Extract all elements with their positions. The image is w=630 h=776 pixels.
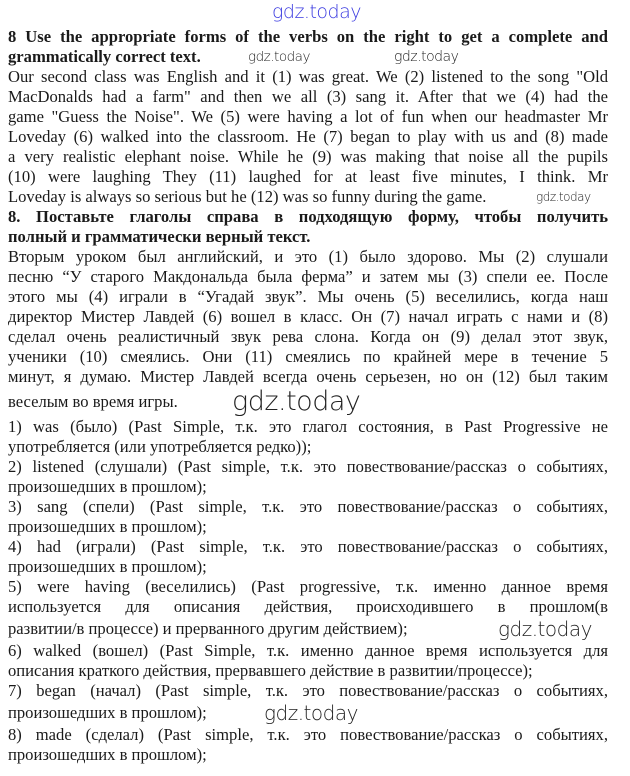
text-line	[8, 577, 608, 597]
line-text: game "Guess the Noise". We (5) were having a lot of fun when our headmaster Mr	[8, 107, 608, 126]
text-line	[8, 267, 608, 287]
watermark: gdz.today	[498, 617, 592, 641]
line-text: ученики (10) смеялись. Они (11) смеялись по крайней мере в течение 5	[8, 347, 608, 366]
text-line	[8, 477, 608, 497]
text-line	[8, 517, 608, 537]
text-line	[8, 307, 608, 327]
line-text: 8) made (сделал) (Past simple, т.к. это повествование/рассказ о событиях,	[8, 725, 608, 744]
watermark: gdz.today	[394, 49, 459, 65]
line-text: употребляется (или употребляется редко));	[8, 437, 312, 456]
text-line	[8, 327, 608, 347]
text-line	[8, 187, 608, 207]
text-line	[8, 457, 608, 477]
task-heading-line	[8, 207, 608, 227]
text-line	[8, 417, 608, 437]
line-text: полный и грамматически верный текст.	[8, 227, 311, 246]
text-line	[8, 597, 608, 617]
text-line	[8, 641, 608, 661]
watermark: gdz.today	[248, 49, 310, 65]
text-line	[8, 745, 608, 765]
text-line	[8, 87, 608, 107]
line-text: 8. Поставьте глаголы справа в подходящую форму, чтобы получить	[8, 207, 608, 226]
watermark: gdz.today	[264, 701, 358, 725]
text-line	[8, 437, 608, 457]
line-text: 6) walked (вошел) (Past Simple, т.к. именно данное время используется для	[8, 641, 608, 660]
line-text: веселым во время игры.	[8, 392, 178, 411]
text-line	[8, 107, 608, 127]
line-text: 2) listened (слушали) (Past simple, т.к. это повествование/рассказ о событиях,	[8, 457, 608, 476]
line-text: Loveday (6) walked into the classroom. He (7) began to play with us and (8) made	[8, 127, 608, 146]
line-text: 5) were having (веселились) (Past progressive, т.к. именно данное время	[8, 577, 608, 596]
text-line	[8, 347, 608, 367]
text-line	[8, 557, 608, 577]
line-text: grammatically correct text.	[8, 47, 201, 66]
line-text: 7) began (начал) (Past simple, т.к. это повествование/рассказ о событиях,	[8, 681, 608, 700]
line-text: Our second class was English and it (1) was great. We (2) listened to the song "Old	[8, 67, 608, 86]
line-text: Вторым уроком был английский, и это (1) было здорово. Мы (2) слушали	[8, 247, 608, 266]
watermark-top: gdz.today	[272, 1, 361, 23]
task-heading-line	[8, 47, 608, 67]
line-text: (10) were laughing They (11) laughed for at least five minutes, I think. Mr	[8, 167, 608, 186]
line-text: описания краткого действия, прервавшего действие в развитии/процессе);	[8, 661, 533, 680]
text-line	[8, 167, 608, 187]
text-line	[8, 497, 608, 517]
line-text: Loveday is always so serious but he (12) was so funny during the game.	[8, 187, 487, 206]
line-text: произошедших в прошлом);	[8, 745, 207, 764]
text-line	[8, 725, 608, 745]
line-text: a very realistic elephant noise. While he (9) was making that noise all the pupils	[8, 147, 608, 166]
text-line	[8, 387, 608, 417]
text-line	[8, 67, 608, 87]
text-line	[8, 127, 608, 147]
text-line	[8, 367, 608, 387]
document-body	[8, 27, 608, 765]
line-text: 1) was (было) (Past Simple, т.к. это глагол состояния, в Past Progressive не	[8, 417, 608, 436]
line-text: сделал очень реалистичный звук рева слона. Когда он (9) делал этот звук,	[8, 327, 608, 346]
text-line	[8, 287, 608, 307]
text-line	[8, 537, 608, 557]
line-text: используется для описания действия, происходившего в прошлом(в	[8, 597, 608, 616]
line-text: MacDonalds had a farm" and then we all (3) sang it. After that we (4) had the	[8, 87, 608, 106]
line-text: 3) sang (спели) (Past simple, т.к. это повествование/рассказ о событиях,	[8, 497, 608, 516]
line-text: произошедших в прошлом);	[8, 703, 207, 722]
text-line	[8, 247, 608, 267]
line-text: песню “У старого Макдональда была ферма” и затем мы (3) спели ее. После	[8, 267, 608, 286]
text-line	[8, 661, 608, 681]
text-line	[8, 617, 608, 641]
line-text: директор Мистер Лавдей (6) вошел в класс. Он (7) начал играть с нами и (8)	[8, 307, 608, 326]
line-text: развитии/в процессе) и прерванного другим действием);	[8, 619, 408, 638]
line-text: минут, я думаю. Мистер Лавдей всегда очень серьезен, но он (12) был таким	[8, 367, 608, 386]
task-heading-line	[8, 227, 608, 247]
line-text: произошедших в прошлом);	[8, 557, 207, 576]
line-text: 4) had (играли) (Past simple, т.к. это повествование/рассказ о событиях,	[8, 537, 608, 556]
text-line	[8, 147, 608, 167]
task-heading-line	[8, 27, 608, 47]
line-text: произошедших в прошлом);	[8, 517, 207, 536]
watermark: gdz.today	[232, 386, 361, 417]
text-line	[8, 701, 608, 725]
text-line	[8, 681, 608, 701]
line-text: произошедших в прошлом);	[8, 477, 207, 496]
watermark: gdz.today	[536, 190, 591, 204]
line-text: этого мы (4) играли в “Угадай звук”. Мы очень (5) веселились, когда наш	[8, 287, 608, 306]
line-text: 8 Use the appropriate forms of the verbs on the right to get a complete and	[8, 27, 608, 46]
